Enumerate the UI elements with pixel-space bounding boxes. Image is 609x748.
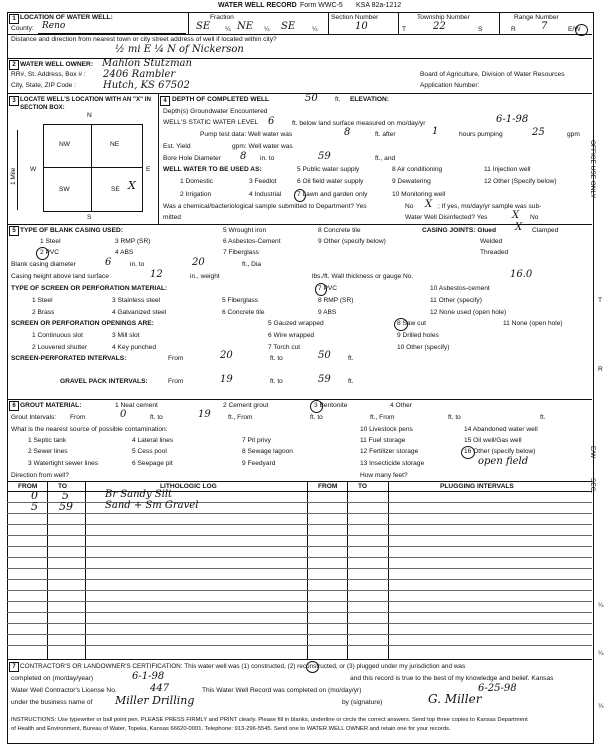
pvc-circle [36,247,49,260]
screen-pvc-circle [315,283,327,296]
township-value: 22 [433,21,446,32]
lawn-garden-circle [294,189,306,202]
casing-height: 12 [150,269,163,280]
section-number-label: Section Number [331,14,379,21]
distance-label: Distance and direction from nearest town or city street address of well if located within city? [11,36,277,43]
address-label: RR#, St. Address, Box # : [11,71,86,78]
log-rule [7,645,592,646]
log-from: 5 [31,500,38,513]
bore-depth: 59 [318,151,331,162]
log-to: 59 [59,500,73,513]
board-label: Board of Agriculture, Division of Water Resources [420,71,565,78]
quarter-1: SE [196,21,211,32]
other-source-value: open field [478,456,529,467]
form-number: Form WWC-5 [300,2,343,9]
gpi-from: 19 [220,374,233,385]
well-location-mark: X [128,179,136,192]
quarter-2: NE [237,21,254,32]
section-number-value: 10 [355,21,368,32]
log-rule [7,601,592,602]
glued-mark: X [515,222,523,233]
casing-depth: 20 [192,257,205,268]
log-rule [7,546,592,547]
log-rule [7,612,592,613]
depth-label: DEPTH OF COMPLETED WELL [172,96,270,103]
county-label: County: [11,25,34,32]
section-4-marker: 4 [160,96,170,106]
township-label: Township Number [417,14,470,21]
log-from: 0 [31,489,38,502]
section-3-marker: 3 [9,96,19,106]
signature: G. Miller [428,692,482,706]
pump-hours: 1 [432,126,439,137]
gauge-value: 16.0 [510,269,533,280]
license-number: 447 [150,683,170,694]
distance-value: ½ mi E ¼ N of Nickerson [115,44,244,55]
bentonite-circle [310,400,323,413]
log-rule [7,557,592,558]
log-rule [7,502,592,503]
log-rule [7,579,592,580]
section-5-marker: 5 [9,226,19,236]
static-date: 6-1-98 [496,114,529,125]
statute: KSA 82a-1212 [356,2,402,9]
county-value: Reno [42,21,66,31]
log-rule [7,634,592,635]
log-to: 5 [62,489,69,502]
office-use-label: OFFICE USE ONLY [589,140,596,199]
grout-to: 19 [198,409,211,420]
log-rule [7,524,592,525]
spi-from: 20 [220,350,233,361]
range-label: Range Number [514,14,559,21]
business-name: Miller Drilling [115,694,195,707]
pump-gpm: 25 [532,127,545,138]
saw-cut-circle [394,318,408,331]
log-rule [7,623,592,624]
log-rule [7,568,592,569]
log-rule [7,513,592,514]
pump-level: 8 [344,127,351,138]
log-desc: Sand + Sm Gravel [105,500,199,511]
section-7-marker: 7 [9,662,19,672]
address-value: 2406 Rambler [103,69,176,80]
gpi-to: 59 [318,374,331,385]
depth-value: 50 [305,93,318,104]
mile-label: 1 Mile [10,167,17,185]
location-label: LOCATION OF WATER WELL: [20,14,113,21]
quarter-3: SE [281,21,296,32]
log-rule [7,590,592,591]
owner-value: Mahlon Stutzman [102,58,192,69]
disinfect-mark: X [512,210,520,221]
static-label: WELL'S STATIC WATER LEVEL [163,119,259,126]
section-box [43,124,143,212]
section-6-marker: 6 [9,401,19,411]
record-date: 6-25-98 [478,683,517,694]
locate-label: LOCATE WELL'S LOCATION WITH AN "X" IN SECTION BOX: [20,96,151,111]
certification-text: CONTRACTOR'S OR LANDOWNER'S CERTIFICATION: This water well was (1) constructed, (2) reconstructed, or (3) plugged under my jurisdiction and was [20,663,466,670]
city-label: City, State, ZIP Code : [11,82,76,89]
constructed-circle [306,661,319,673]
section-2-marker: 2 [9,60,19,70]
grout-from: 0 [120,409,127,420]
other-source-circle [461,446,475,459]
casing-diameter: 6 [105,257,112,268]
spi-to: 50 [318,350,331,361]
application-label: Application Number: [420,82,480,89]
chem-no-mark: X [425,199,433,210]
log-rule [7,535,592,536]
log-desc: Br Sandy Silt [105,489,173,500]
section-1-marker: 1 [9,14,19,24]
range-value: 7 [541,21,548,32]
static-value: 6 [268,116,275,127]
completed-date: 6-1-98 [132,671,165,682]
fraction-label: Fraction [210,14,234,21]
owner-label: WATER WELL OWNER: [20,61,94,68]
bore-diameter: 8 [240,151,247,162]
form-title: WATER WELL RECORD [218,2,297,9]
city-value: Hutch, KS 67502 [103,80,190,91]
